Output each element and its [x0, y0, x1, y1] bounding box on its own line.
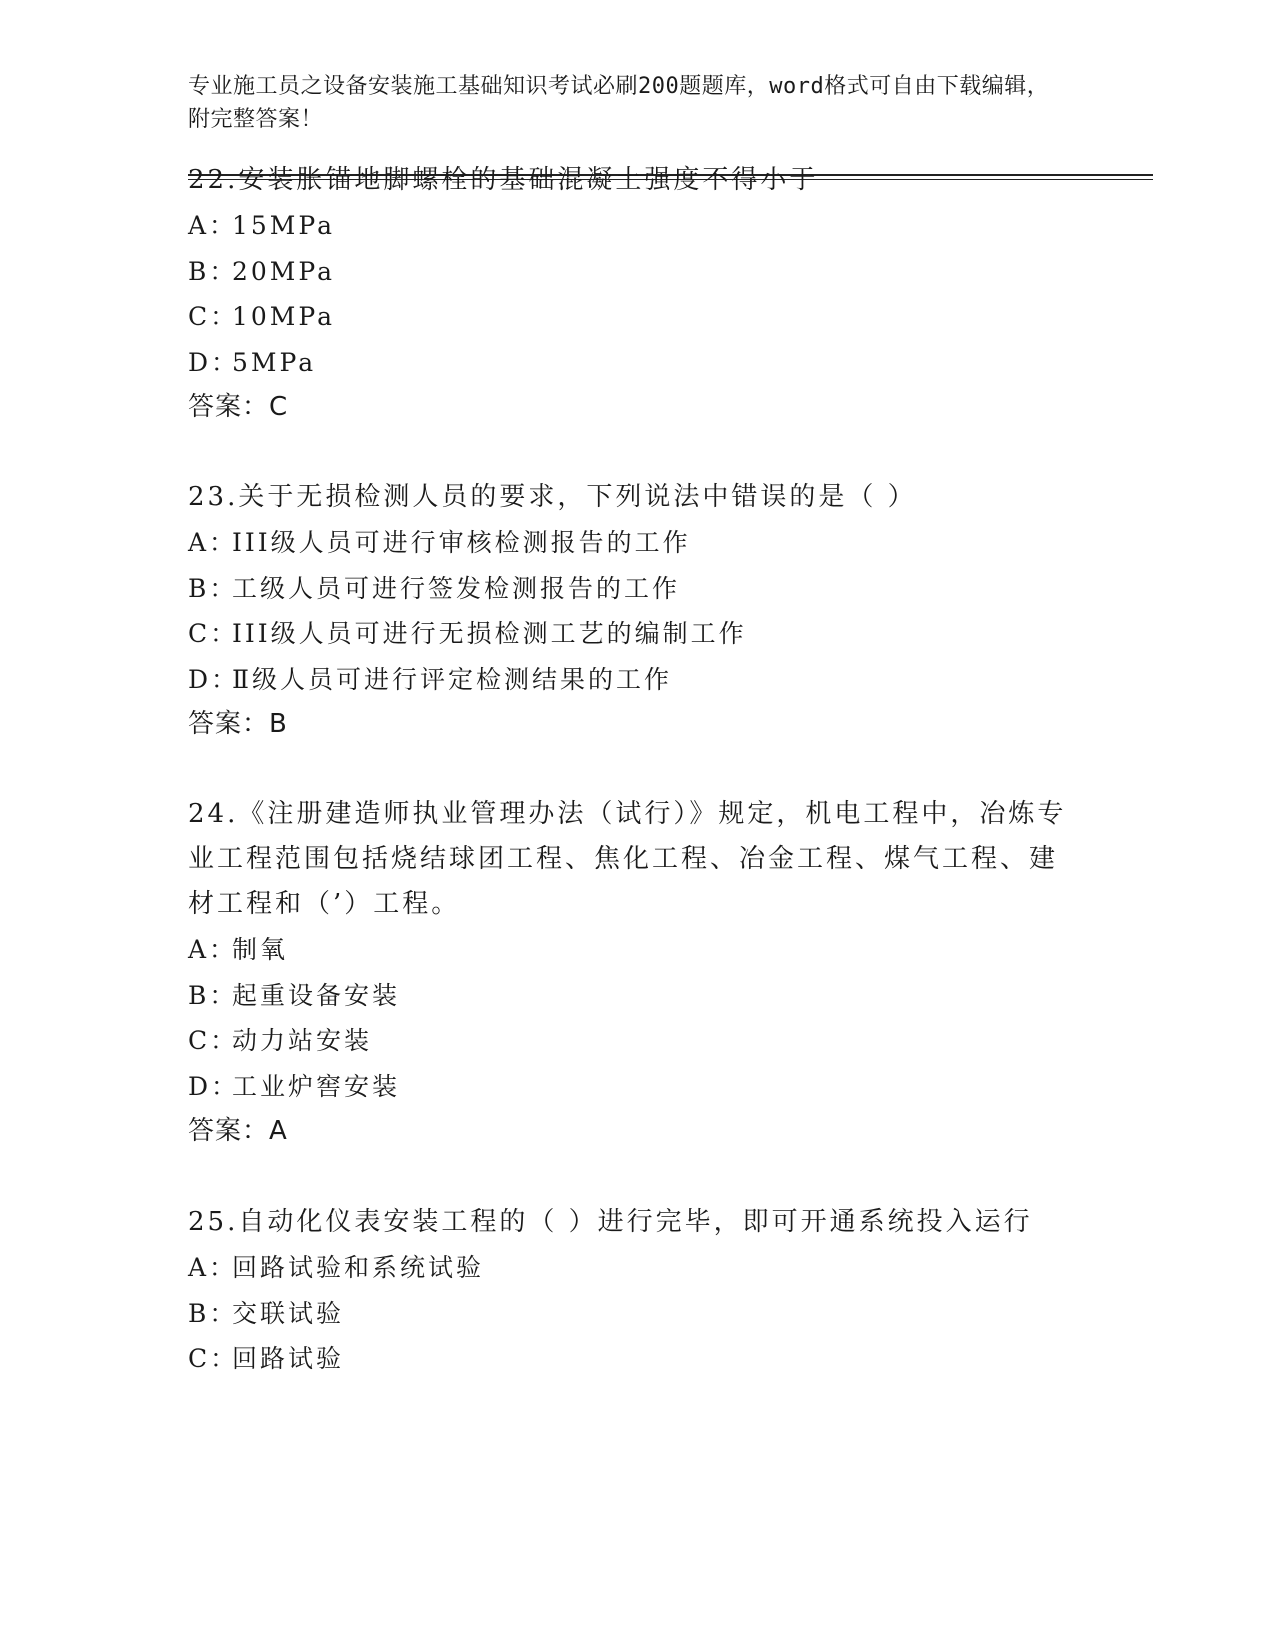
option-b	[188, 249, 1148, 295]
option-text: 制氧	[232, 935, 289, 964]
option-text: 交联试验	[232, 1298, 345, 1328]
option-text: Ⅱ级人员可进行评定检测结果的工作	[232, 664, 672, 694]
option-key: C：	[188, 619, 239, 648]
answer-line: 答案：A	[188, 1116, 288, 1146]
option-c	[188, 1336, 1148, 1382]
option-key: B：	[188, 1298, 238, 1328]
option-text: III级人员可进行审核检测报告的工作	[232, 528, 691, 557]
question-stem: 23.关于无损检测人员的要求，下列说法中错误的是（ ）	[188, 482, 917, 512]
question-25	[188, 1200, 1148, 1382]
option-text: 回路试验	[232, 1344, 345, 1373]
option-text: 回路试验和系统试验	[232, 1253, 485, 1282]
option-key: A：	[188, 935, 238, 964]
option-text: 工业炉窖安装	[232, 1071, 401, 1101]
option-key: B：	[188, 256, 238, 286]
option-key: B：	[188, 573, 238, 603]
option-key: C：	[188, 1344, 239, 1373]
answer-line: 答案：C	[188, 392, 289, 422]
option-text: 动力站安装	[232, 1026, 373, 1055]
option-text: 10MPa	[232, 302, 336, 331]
option-key: D：	[188, 664, 240, 694]
option-a	[188, 1245, 1148, 1291]
option-text: 工级人员可进行签发检测报告的工作	[232, 573, 681, 603]
option-key: D：	[188, 1071, 240, 1101]
question-stem: 24.《注册建造师执业管理办法（试行）》规定，机电工程中，冶炼专业工程范围包括烧结球团工程、焦化工程、冶金工程、煤气工程、建材工程和（’）工程。	[188, 799, 1067, 919]
option-key: D：	[188, 347, 240, 377]
option-a	[188, 520, 1148, 566]
option-text: 起重设备安装	[232, 980, 401, 1010]
option-key: A：	[188, 528, 238, 557]
option-text: 20MPa	[232, 256, 336, 286]
document-header-title: 专业施工员之设备安装施工基础知识考试必刷200题题库，word格式可自由下载编辑，附完整答案！	[188, 74, 1050, 132]
answer-line: 答案：B	[188, 709, 288, 739]
question-22	[188, 158, 1148, 430]
option-c	[188, 611, 1148, 657]
option-d	[188, 340, 1148, 386]
option-d	[188, 1064, 1148, 1110]
option-key: B：	[188, 980, 238, 1010]
option-b	[188, 1291, 1148, 1337]
option-b	[188, 973, 1148, 1019]
question-stem: 25.自动化仪表安装工程的（ ）进行完毕，即可开通系统投入运行	[188, 1207, 1033, 1237]
option-c	[188, 294, 1148, 340]
option-text: 15MPa	[232, 211, 336, 240]
question-23	[188, 475, 1148, 747]
option-c	[188, 1018, 1148, 1064]
option-key: C：	[188, 1026, 239, 1055]
option-a	[188, 203, 1148, 249]
question-stem: 22.安装胀锚地脚螺栓的基础混凝土强度不得小于	[188, 165, 819, 195]
option-text: 5MPa	[232, 347, 317, 377]
question-24	[188, 792, 1148, 1154]
option-d	[188, 657, 1148, 703]
option-key: A：	[188, 211, 238, 240]
option-text: III级人员可进行无损检测工艺的编制工作	[232, 619, 747, 648]
option-b	[188, 566, 1148, 612]
option-key: C：	[188, 302, 239, 331]
option-a	[188, 927, 1148, 973]
option-key: A：	[188, 1253, 238, 1282]
